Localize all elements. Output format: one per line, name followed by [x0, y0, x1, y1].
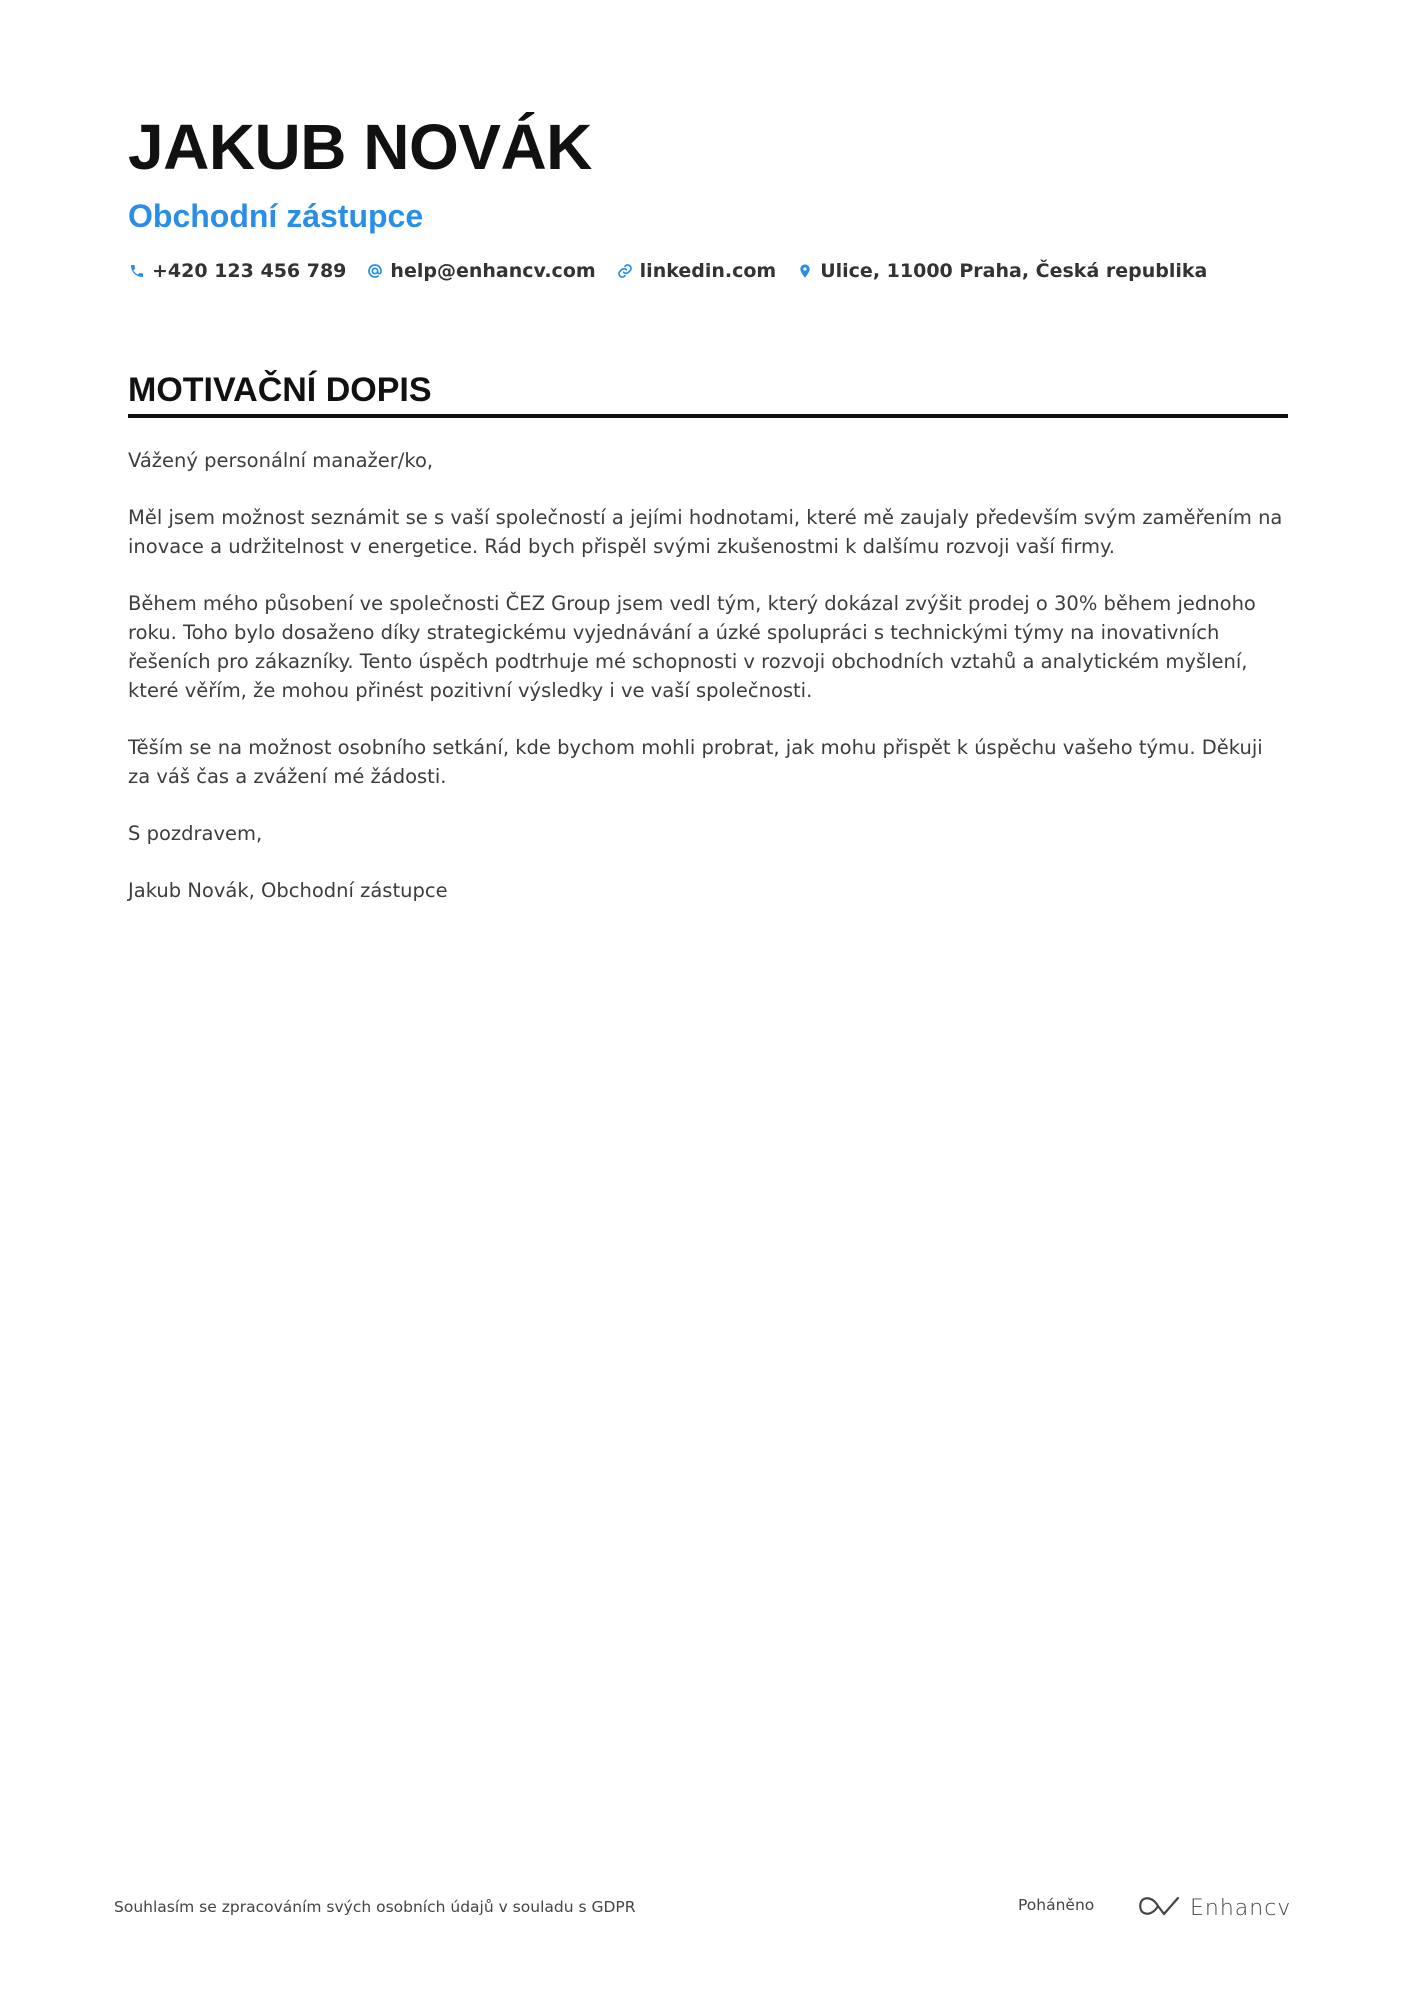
- powered-by-label: Poháněno: [1018, 1896, 1095, 1914]
- letter-salutation: Vážený personální manažer/ko,: [128, 449, 434, 472]
- letter-paragraph: Těším se na možnost osobního setkání, kde bychom mohli probrat, jak mohu přispět k úspěchu vašeho týmu. Děkuji za váš čas a zvážení mé žádosti.: [128, 736, 1263, 788]
- enhancv-logo-icon: [1136, 1894, 1182, 1922]
- contact-address: [796, 260, 1207, 282]
- candidate-role: Obchodní zástupce: [128, 198, 424, 234]
- phone-icon: [128, 262, 146, 280]
- contact-email[interactable]: [366, 260, 595, 282]
- gdpr-consent: Souhlasím se zpracováním svých osobních údajů v souladu s GDPR: [114, 1898, 636, 1916]
- brand-name: Enhancv: [1190, 1895, 1292, 1921]
- contact-email-text: help@enhancv.com: [390, 260, 596, 282]
- contact-address-text: Ulice, 11000 Praha, Česká republika: [820, 260, 1208, 282]
- section-title: MOTIVAČNÍ DOPIS: [128, 370, 1288, 418]
- location-pin-icon: [796, 262, 814, 280]
- cover-letter: [128, 110, 1288, 933]
- letter-paragraph: Během mého působení ve společnosti ČEZ Group jsem vedl tým, který dokázal zvýšit prodej o 30% během jednoho roku. Toho bylo dosaženo díky strategickému vyjednávání a úzké spolupráci s technickými týmy na inovativních řešeních pro zákazníky. Tento úspěch podtrhuje mé schopnosti v rozvoji obchodních vztahů a analytickém myšlení, které věřím, že mohou přinést pozitivní výsledky i ve vaší společnosti.: [128, 592, 1256, 702]
- footer: [114, 1890, 1290, 1930]
- contact-phone[interactable]: [128, 260, 346, 282]
- candidate-name: JAKUB NOVÁK: [128, 111, 592, 183]
- letter-body: [128, 446, 1288, 905]
- letter-signature: Jakub Novák, Obchodní zástupce: [128, 879, 448, 902]
- contact-linkedin[interactable]: [616, 260, 777, 282]
- at-icon: [366, 262, 384, 280]
- letter-closing: S pozdravem,: [128, 822, 263, 845]
- enhancv-logo[interactable]: [1136, 1890, 1291, 1926]
- contact-linkedin-text: linkedin.com: [639, 260, 777, 282]
- contact-phone-text: +420 123 456 789: [152, 260, 347, 282]
- link-icon: [616, 262, 634, 280]
- contact-bar: [128, 256, 1288, 286]
- letter-paragraph: Měl jsem možnost seznámit se s vaší společností a jejími hodnotami, které mě zaujaly především svým zaměřením na inovace a udržitelnost v energetice. Rád bych přispěl svými zkušenostmi k dalšímu rozvoji vaší firmy.: [128, 506, 1283, 558]
